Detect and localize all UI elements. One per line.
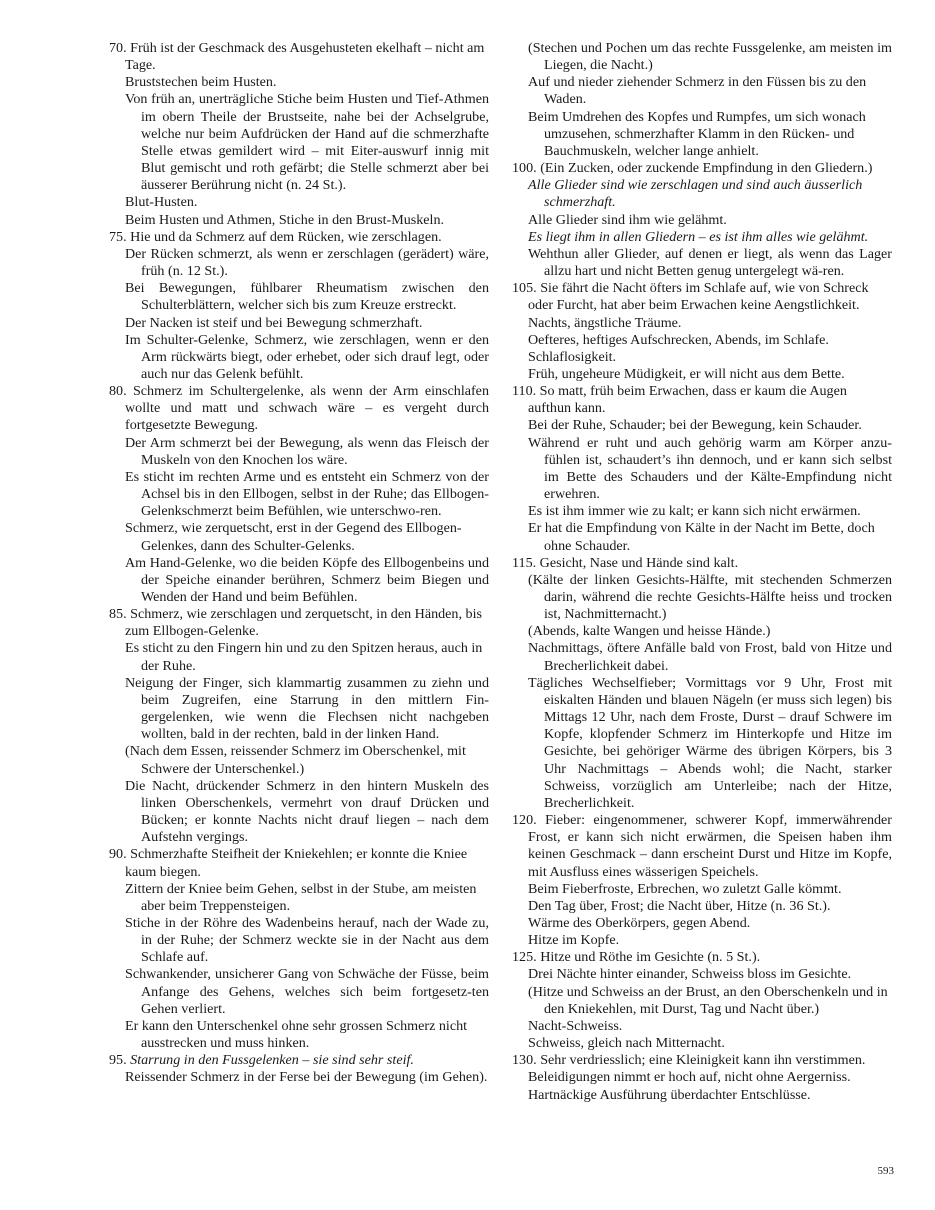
numbered-entry — [512, 280, 892, 314]
entry-text: 130. Sehr verdriesslich; eine Kleinigkeit kann ihn verstimmen. — [512, 1052, 866, 1069]
symptom-line — [125, 1018, 489, 1052]
symptom-line — [528, 109, 892, 160]
symptom-line — [125, 520, 489, 554]
numbered-entry — [512, 949, 892, 966]
entry-text: Schwankender, unsicherer Gang von Schwäche der Füsse, beim Anfange des Gehens, welches sich beim fortgesetz-ten Gehen verliert. — [125, 966, 489, 1017]
entry-text: 75. Hie und da Schmerz auf dem Rücken, wie zerschlagen. — [109, 228, 442, 245]
symptom-line — [528, 177, 892, 211]
numbered-entry — [109, 1052, 489, 1069]
entry-text: Schlaflosigkeit. — [528, 348, 617, 365]
entry-text: Im Schulter-Gelenke, Schmerz, wie zerschlagen, wenn er den Arm rückwärts biegt, oder erhebet, oder sich drauf legt, oder auch nur das Gelenk befühlt. — [125, 331, 489, 382]
symptom-line — [125, 212, 489, 229]
symptom-line — [125, 91, 489, 194]
symptom-line — [528, 520, 892, 554]
numbered-entry — [512, 383, 892, 417]
numbered-entry — [109, 606, 489, 640]
entry-text: 110. So matt, früh beim Erwachen, dass er kaum die Augen aufthun kann. — [512, 383, 847, 417]
symptom-line — [528, 1069, 892, 1086]
entry-text: Während er ruht und auch gehörig warm am Körper anzu-fühlen ist, schaudert’s ihn dennoch, und er kann sich selbst im Bette des Schauders und der Kälte-Empfindung nicht erwehren. — [528, 434, 892, 503]
entry-text: Es ist ihm immer wie zu kalt; er kann sich nicht erwärmen. — [528, 503, 861, 520]
numbered-entry — [109, 383, 489, 434]
entry-text: Der Nacken ist steif und bei Bewegung schmerzhaft. — [125, 314, 423, 331]
symptom-line — [125, 246, 489, 280]
symptom-line — [528, 572, 892, 623]
numbered-entry — [512, 160, 892, 177]
symptom-line — [528, 349, 892, 366]
symptom-line — [528, 246, 892, 280]
entry-text: 105. Sie fährt die Nacht öfters im Schlafe auf, wie von Schreck oder Furcht, hat aber beim Erwachen keine Aengstlichkeit. — [512, 280, 869, 314]
entry-text: Wärme des Oberkörpers, gegen Abend. — [528, 914, 751, 931]
entry-text: 85. Schmerz, wie zerschlagen und zerquetscht, in den Händen, bis zum Ellbogen-Gelenke. — [109, 606, 482, 640]
entry-text: Nachmittags, öftere Anfälle bald von Frost, bald von Hitze und Brecherlichkeit dabei. — [528, 640, 892, 674]
entry-text: Reissender Schmerz in der Ferse bei der Bewegung (im Gehen). — [125, 1069, 488, 1086]
entry-text: (Nach dem Essen, reissender Schmerz im Oberschenkel, mit Schwere der Unterschenkel.) — [125, 743, 466, 777]
entry-text: Den Tag über, Frost; die Nacht über, Hitze (n. 36 St.). — [528, 897, 831, 914]
entry-text: Bei Bewegungen, fühlbarer Rheumatism zwischen den Schulterblättern, welcher sich bis zum Kreuze erstreckt. — [125, 280, 489, 314]
symptom-line — [528, 898, 892, 915]
entry-text: 115. Gesicht, Nase und Hände sind kalt. — [512, 554, 739, 571]
numbered-entry — [109, 229, 489, 246]
entry-text: Nachts, ängstliche Träume. — [528, 314, 682, 331]
entry-text: Alle Glieder sind ihm wie gelähmt. — [528, 211, 727, 228]
symptom-line — [528, 966, 892, 983]
symptom-line — [125, 194, 489, 211]
symptom-line — [125, 778, 489, 847]
symptom-line — [125, 966, 489, 1017]
symptom-line — [528, 315, 892, 332]
entry-text: Bei der Ruhe, Schauder; bei der Bewegung, kein Schauder. — [528, 417, 862, 434]
entry-text: Hartnäckige Ausführung überdachter Entschlüsse. — [528, 1086, 811, 1103]
entry-text: Von früh an, unerträgliche Stiche beim Husten und Tief-Athmen im obern Theile der Brustseite, nahe bei der Achselgrube, welche nur beim Aufdrücken der Hand auf die schmerzhafte Stelle etwas gemildert wird – mit Eiter-auswurf innig mit Blut gemischt und roth gefärbt; die Stelle schmerzt aber bei äusserer Berührung nicht (n. 24 St.). — [125, 91, 489, 194]
symptom-line — [125, 881, 489, 915]
symptom-line — [125, 1069, 489, 1086]
entry-text: Zittern der Kniee beim Gehen, selbst in der Stube, am meisten aber beim Treppensteigen. — [125, 880, 477, 914]
entry-text: Schmerz, wie zerquetscht, erst in der Gegend des Ellbogen-Gelenkes, dann des Schulter-Gelenks. — [125, 520, 462, 554]
numbered-entry — [512, 555, 892, 572]
symptom-line — [528, 40, 892, 74]
entry-text: 100. (Ein Zucken, oder zuckende Empfindung in den Gliedern.) — [512, 160, 873, 177]
entry-text: Der Rücken schmerzt, als wenn er zerschlagen (gerädert) wäre, früh (n. 12 St.). — [125, 245, 489, 280]
entry-text: Es liegt ihm in allen Gliedern – es ist ihm alles wie gelähmt. — [528, 228, 869, 245]
entry-text: Auf und nieder ziehender Schmerz in den Füssen bis zu den Waden. — [528, 74, 867, 108]
entry-text: Beim Fieberfroste, Erbrechen, wo zuletzt Galle kömmt. — [528, 880, 842, 897]
symptom-line — [528, 1087, 892, 1104]
entry-text: Schweiss, gleich nach Mitternacht. — [528, 1035, 725, 1052]
symptom-line — [528, 503, 892, 520]
entry-text: Tägliches Wechselfieber; Vormittags vor 9 Uhr, Frost mit eiskalten Händen und blauen Nägeln (er muss sich legen) bis Mittags 12 Uhr, nach dem Froste, Durst – drauf Schwere im Kopfe, klopfender Schmerz im Hinterkopfe und Hitze im Gesichte, bei gehöriger Wärme des übrigen Körpers, bis 3 Uhr Nachmittags – Abends wohl; die Nacht, starker Schweiss, vorzüglich am Unterleibe; nach der Hitze, Brecherlichkeit. — [528, 674, 892, 811]
entry-text: Oefteres, heftiges Aufschrecken, Abends, im Schlafe. — [528, 331, 829, 348]
entry-text: Bruststechen beim Husten. — [125, 74, 277, 91]
entry-text: (Hitze und Schweiss an der Brust, an den Oberschenkeln und in den Kniekehlen, mit Durst, Tag und Nacht über.) — [528, 983, 888, 1017]
symptom-line — [125, 435, 489, 469]
symptom-line — [125, 469, 489, 520]
symptom-line — [528, 1035, 892, 1052]
symptom-line — [125, 743, 489, 777]
symptom-line — [528, 417, 892, 434]
entry-text: (Kälte der linken Gesichts-Hälfte, mit stechenden Schmerzen darin, während die rechte Gesichts-Hälfte heiss und trocken ist, Nachmitternacht.) — [528, 571, 892, 623]
entry-text: Beim Husten und Athmen, Stiche in den Brust-Muskeln. — [125, 211, 445, 228]
numbered-entry — [512, 812, 892, 881]
entry-text: 70. Früh ist der Geschmack des Ausgehusteten ekelhaft – nicht am Tage. — [109, 40, 485, 74]
entry-text: Drei Nächte hinter einander, Schweiss bloss im Gesichte. — [528, 966, 852, 983]
entry-text: 90. Schmerzhafte Steifheit der Kniekehlen; er konnte die Kniee kaum biegen. — [109, 846, 468, 880]
symptom-line — [125, 915, 489, 966]
entry-text: Es sticht im rechten Arme und es entsteht ein Schmerz von der Achsel bis in den Ellbogen, selbst in der Ruhe; das Ellbogen-Gelenkschmerzt beim Befühlen, wie unterschwo-ren. — [125, 468, 489, 520]
symptom-line — [528, 675, 892, 812]
entry-text: Neigung der Finger, sich klammartig zusammen zu ziehn und beim Zugreifen, eine Starrung in den mittlern Fin-gergelenken, wie wenn die Flechsen nicht nachgeben wollten, bald in der rechten, bald in der linken Hand. — [125, 674, 489, 743]
symptom-line — [528, 1018, 892, 1035]
numbered-entry — [512, 1052, 892, 1069]
symptom-line — [528, 212, 892, 229]
entry-text: Es sticht zu den Fingern hin und zu den Spitzen heraus, auch in der Ruhe. — [125, 640, 483, 674]
entry-text: 80. Schmerz im Schultergelenke, als wenn der Arm einschlafen wollte und matt und schwach wäre – es vergeht durch fortgesetzte Bewegung. — [109, 383, 489, 434]
right-column — [512, 40, 892, 1104]
symptom-line — [125, 555, 489, 606]
entry-text: Beleidigungen nimmt er hoch auf, nicht ohne Aergerniss. — [528, 1069, 851, 1086]
symptom-line — [528, 332, 892, 349]
symptom-line — [528, 932, 892, 949]
symptom-line — [528, 984, 892, 1018]
numbered-entry — [109, 846, 489, 880]
symptom-line — [528, 623, 892, 640]
entry-text: Früh, ungeheure Müdigkeit, er will nicht aus dem Bette. — [528, 365, 845, 382]
entry-text: Wehthun aller Glieder, auf denen er liegt, als wenn das Lager allzu hart und nicht Betten genug untergelegt wä-ren. — [528, 245, 892, 280]
entry-text: Beim Umdrehen des Kopfes und Rumpfes, um sich wonach umzusehen, schmerzhafter Klamm in den Rücken- und Bauchmuskeln, welcher lange anhielt. — [528, 108, 866, 159]
symptom-line — [125, 640, 489, 674]
symptom-line — [125, 315, 489, 332]
entry-text: (Abends, kalte Wangen und heisse Hände.) — [528, 623, 771, 640]
entry-text: 125. Hitze und Röthe im Gesichte (n. 5 St.). — [512, 949, 761, 966]
entry-text: Er kann den Unterschenkel ohne sehr grossen Schmerz nicht ausstrecken und muss hinken. — [125, 1017, 468, 1052]
symptom-line — [125, 280, 489, 314]
entry-number: 95. — [109, 1052, 131, 1069]
entry-text: Alle Glieder sind wie zerschlagen und sind auch äusserlich schmerzhaft. — [528, 177, 863, 211]
entry-text: (Stechen und Pochen um das rechte Fussgelenke, am meisten im Liegen, die Nacht.) — [528, 40, 893, 74]
symptom-line — [125, 74, 489, 91]
entry-text: Hitze im Kopfe. — [528, 932, 620, 949]
symptom-line — [528, 881, 892, 898]
numbered-entry — [109, 40, 489, 74]
symptom-line — [125, 675, 489, 744]
entry-text: Blut-Husten. — [125, 194, 198, 211]
symptom-line — [528, 640, 892, 674]
entry-text: Der Arm schmerzt bei der Bewegung, als wenn das Fleisch der Muskeln von den Knochen los wäre. — [125, 434, 489, 468]
entry-text: Er hat die Empfindung von Kälte in der Nacht im Bette, doch ohne Schauder. — [528, 520, 875, 554]
left-column — [109, 40, 489, 1087]
symptom-line — [528, 366, 892, 383]
entry-text: Am Hand-Gelenke, wo die beiden Köpfe des Ellbogenbeins und der Speiche einander berühren, Schmerz beim Biegen und Wenden der Hand und beim Befühlen. — [125, 554, 489, 605]
entry-text: Die Nacht, drückender Schmerz in den hintern Muskeln des linken Oberschenkels, vermehrt von drauf Drücken und Bücken; er konnte Nachts nicht drauf liegen – nach dem Aufstehn vergings. — [125, 777, 489, 846]
entry-text: Nacht-Schweiss. — [528, 1017, 623, 1034]
symptom-line — [528, 915, 892, 932]
symptom-line — [528, 229, 892, 246]
page-number: 593 — [877, 1165, 894, 1177]
symptom-line — [528, 435, 892, 504]
entry-text: Stiche in der Röhre des Wadenbeins herauf, nach der Wade zu, in der Ruhe; der Schmerz weckte sie in der Nacht aus dem Schlafe auf. — [125, 914, 489, 966]
entry-text: Starrung in den Fussgelenken – sie sind sehr steif. — [130, 1052, 414, 1069]
entry-text: 120. Fieber: eingenommener, schwerer Kopf, immerwährender Frost, er kann sich nicht erwärmen, die Speisen haben ihm keinen Geschmack – dann erscheint Durst und Hitze im Kopfe, mit Ausfluss eines wässerigen Speichels. — [512, 812, 892, 880]
symptom-line — [125, 332, 489, 383]
symptom-line — [528, 74, 892, 108]
